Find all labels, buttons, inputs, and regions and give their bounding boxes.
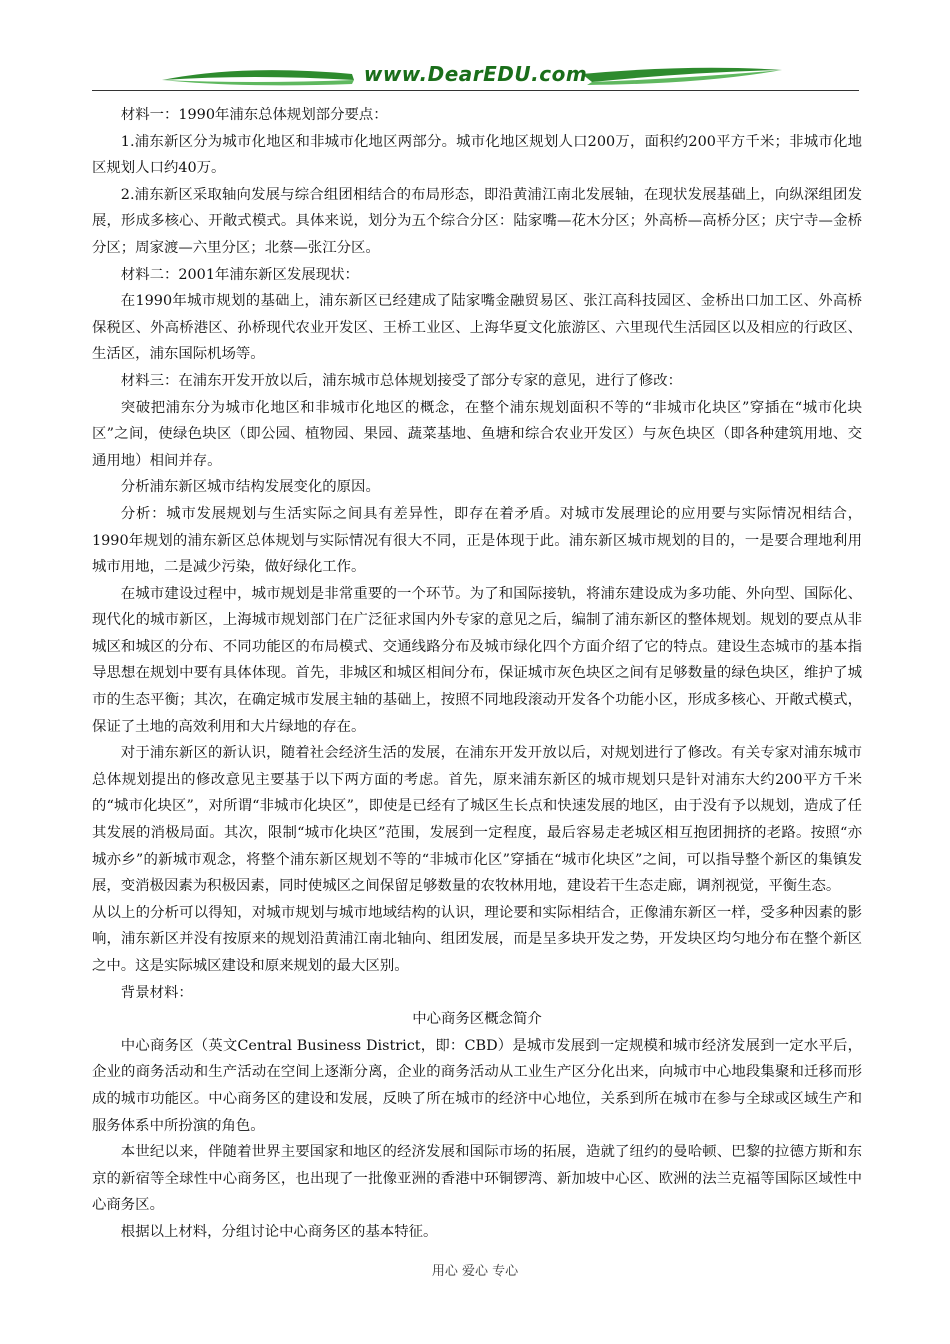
site-logo-text[interactable]: www.DearEDU.com bbox=[363, 62, 588, 86]
paragraph: 材料一：1990年浦东总体规划部分要点： bbox=[120, 107, 388, 123]
paragraph: 分析浦东新区城市结构发展变化的原因。 bbox=[120, 479, 380, 496]
header-rule bbox=[92, 90, 859, 91]
section-title: 中心商务区概念简介 bbox=[412, 1011, 542, 1028]
paragraph: 对于浦东新区的新认识，随着社会经济生活的发展，在浦东开发开放以后，对规划进行了修改。有关专家对浦东城市总体规划提出的修改意见主要基于以下两方面的考虑。首先，原来浦东新区的城市规划只是针对浦东大约200平方千米的“城市化块区”，对所谓“非城市化块区”，即使是已经有了城区生长点和快速发展的地区，由于没有予以规划，造成了任其发展的消极局面。其次，限制“城市化块区”范围，发展到一定程度，最后容易走老城区相互抱团拥挤的老路。按照“亦城亦乡”的新城市观念，将整个浦东新区规划不等的“非城市化区”穿插在“城市化块区”之间，可以指导整个新区的集镇发展，变消极因素为积极因素，同时使城区之间保留足够数量的农牧林用地，建设若干生态走廊，调剂视觉，平衡生态。 bbox=[92, 745, 862, 895]
page-footer: 用心 爱心 专心 bbox=[431, 1264, 519, 1279]
paragraph: 材料二：2001年浦东新区发展现状： bbox=[120, 266, 359, 283]
paragraph: 材料三：在浦东开发开放以后，浦东城市总体规划接受了部分专家的意见，进行了修改： bbox=[120, 372, 683, 389]
paragraph: 突破把浦东分为城市化地区和非城市化地区的概念，在整个浦东规划面积不等的“非城市化块区”穿插在“城市化块区”之间，使绿色块区（即公园、植物园、果园、蔬菜基地、鱼塘和综合农业开发区）与灰色块区（即各种建筑用地、交通用地）相间并存。 bbox=[92, 399, 862, 469]
paragraph: 根据以上材料，分组讨论中心商务区的基本特征。 bbox=[120, 1223, 438, 1240]
document-body bbox=[92, 102, 862, 1246]
paragraph: 2.浦东新区采取轴向发展与综合组团相结合的布局形态，即沿黄浦江南北发展轴，在现状发展基础上，向纵深组团发展，形成多核心、开敞式模式。具体来说，划分为五个综合分区：陆家嘴—花木分区；外高桥—高桥分区；庆宁寺—金桥分区；周家渡—六里分区；北蔡—张江分区。 bbox=[92, 186, 862, 256]
site-header bbox=[92, 58, 859, 94]
paragraph: 从以上的分析可以得知，对城市规划与城市地域结构的认识，理论要和实际相结合，正像浦东新区一样，受多种因素的影响，浦东新区并没有按原来的规划沿黄浦江南北轴向、组团发展，而是呈多块开发之势，开发块区均匀地分布在整个新区之中。这是实际城区建设和原来规划的最大区别。 bbox=[92, 904, 862, 974]
paragraph: 1.浦东新区分为城市化地区和非城市化地区两部分。城市化地区规划人口200万，面积约200平方千米；非城市化地区规划人口约40万。 bbox=[92, 133, 862, 177]
paragraph: 中心商务区（英文Central Business District，即：CBD）是城市发展到一定规模和城市经济发展到一定水平后，企业的商务活动和生产活动在空间上逐渐分离，企业的商务活动从工业生产区分化出来，向城市中心地段集聚和迁移而形成的城市功能区。中心商务区的建设和发展，反映了所在城市的经济中心地位，关系到所在城市在参与全球或区域生产和服务体系中所扮演的角色。 bbox=[92, 1037, 862, 1134]
paragraph: 本世纪以来，伴随着世界主要国家和地区的经济发展和国际市场的拓展，造就了纽约的曼哈顿、巴黎的拉德方斯和东京的新宿等全球性中心商务区，也出现了一批像亚洲的香港中环铜锣湾、新加坡中心区、欧洲的法兰克福等国际区域性中心商务区。 bbox=[92, 1144, 862, 1214]
paragraph: 在1990年城市规划的基础上，浦东新区已经建成了陆家嘴金融贸易区、张江高科技园区、金桥出口加工区、外高桥保税区、外高桥港区、孙桥现代农业开发区、王桥工业区、上海华夏文化旅游区、六里现代生活园区以及相应的行政区、生活区，浦东国际机场等。 bbox=[92, 293, 862, 363]
paragraph: 在城市建设过程中，城市规划是非常重要的一个环节。为了和国际接轨，将浦东建设成为多功能、外向型、国际化、现代化的城市新区，上海城市规划部门在广泛征求国内外专家的意见之后，编制了浦东新区的整体规划。规划的要点从非城区和城区的分布、不同功能区的布局模式、交通线路分布及城市绿化四个方面介绍了它的特点。建设生态城市的基本指导思想在规划中要有具体体现。首先，非城区和城区相间分布，保证城市灰色块区之间有足够数量的绿色块区，维护了城市的生态平衡；其次，在确定城市发展主轴的基础上，按照不同地段滚动开发各个功能小区，形成多核心、开敞式模式，保证了土地的高效利用和大片绿地的存在。 bbox=[92, 585, 862, 735]
paragraph: 分析：城市发展规划与生活实际之间具有差异性，即存在着矛盾。对城市发展理论的应用要与实际情况相结合，1990年规划的浦东新区总体规划与实际情况有很大不同，正是体现于此。浦东新区城市规划的目的，一是要合理地利用城市用地，二是减少污染，做好绿化工作。 bbox=[92, 505, 862, 576]
paragraph: 背景材料： bbox=[120, 984, 193, 1001]
